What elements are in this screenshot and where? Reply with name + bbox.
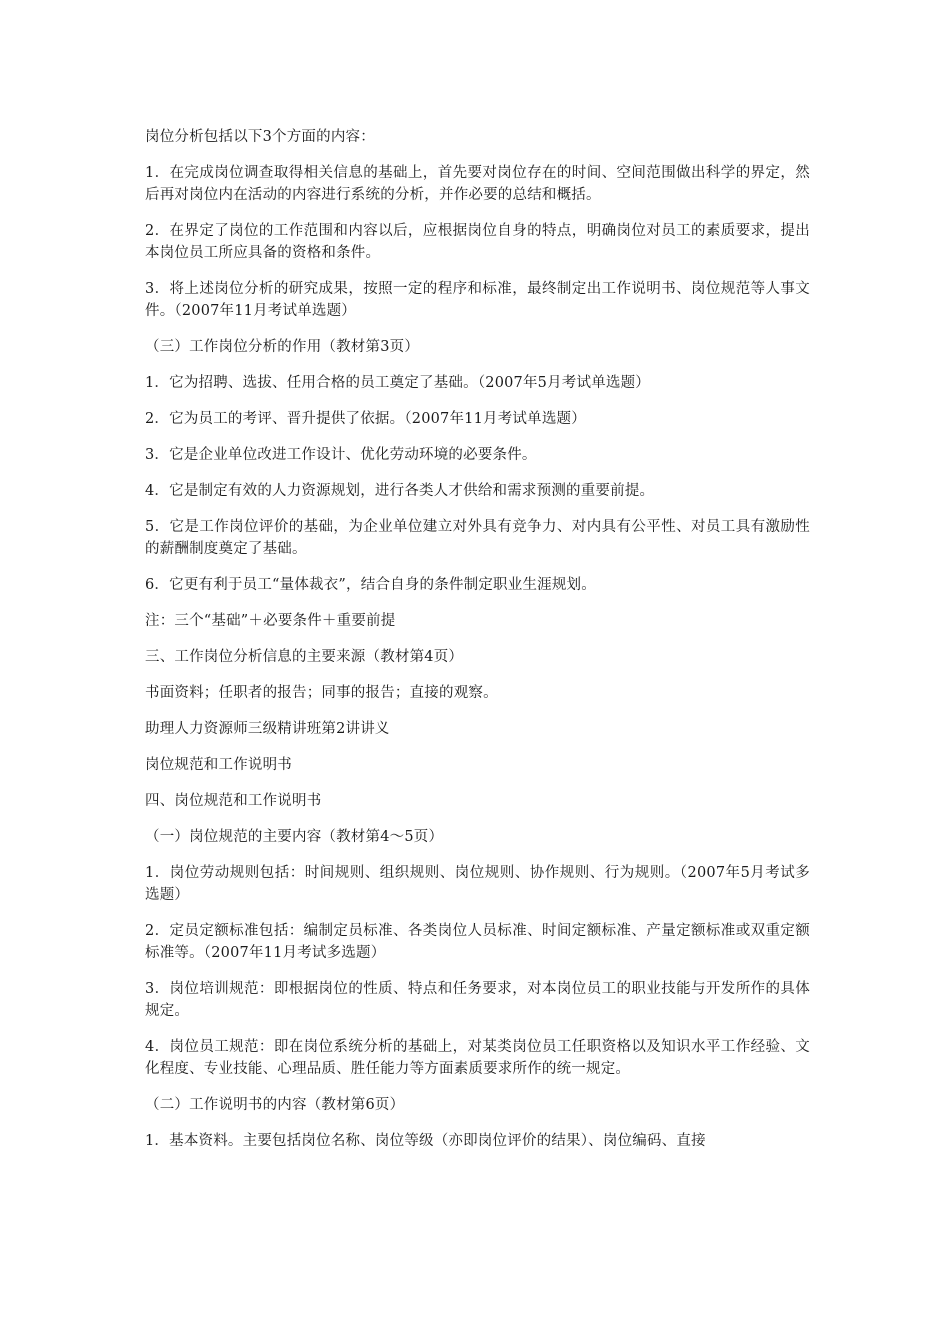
section-heading-sources: 三、工作岗位分析信息的主要来源（教材第4页） [145, 649, 464, 665]
paragraph-role-2: 2．它为员工的考评、晋升提供了依据。（2007年11月考试单选题） [145, 411, 586, 427]
document-page [145, 126, 810, 1166]
paragraph-role-1: 1．它为招聘、选拔、任用合格的员工奠定了基础。（2007年5月考试单选题） [145, 375, 650, 391]
paragraph-spec-3: 3．岗位培训规范：即根据岗位的性质、特点和任务要求，对本岗位员工的职业技能与开发所作的具体规定。 [145, 981, 810, 1019]
paragraph-spec-4: 4．岗位员工规范：即在岗位系统分析的基础上，对某类岗位员工任职资格以及知识水平工作经验、文化程度、专业技能、心理品质、胜任能力等方面素质要求所作的统一规定。 [145, 1039, 810, 1077]
paragraph-item-1: 1．在完成岗位调查取得相关信息的基础上，首先要对岗位存在的时间、空间范围做出科学的界定，然后再对岗位内在活动的内容进行系统的分析，并作必要的总结和概括。 [145, 165, 810, 203]
paragraph-sources: 书面资料；任职者的报告；同事的报告；直接的观察。 [145, 685, 498, 701]
lecture-subtitle: 岗位规范和工作说明书 [145, 757, 292, 773]
paragraph-spec-2: 2．定员定额标准包括：编制定员标准、各类岗位人员标准、时间定额标准、产量定额标准或双重定额标准等。（2007年11月考试多选题） [145, 923, 810, 961]
subsection-heading-spec-content: （一）岗位规范的主要内容（教材第4～5页） [145, 829, 444, 845]
section-heading-spec: 四、岗位规范和工作说明书 [145, 793, 322, 809]
paragraph-intro: 岗位分析包括以下3个方面的内容： [145, 129, 375, 145]
section-heading-role: （三）工作岗位分析的作用（教材第3页） [145, 339, 420, 355]
paragraph-item-2: 2．在界定了岗位的工作范围和内容以后，应根据岗位自身的特点，明确岗位对员工的素质要求，提出本岗位员工所应具备的资格和条件。 [145, 223, 810, 261]
paragraph-role-6: 6．它更有利于员工“量体裁衣”，结合自身的条件制定职业生涯规划。 [145, 577, 596, 593]
paragraph-description-1: 1．基本资料。主要包括岗位名称、岗位等级（亦即岗位评价的结果）、岗位编码、直接 [145, 1133, 706, 1149]
subsection-heading-description: （二）工作说明书的内容（教材第6页） [145, 1097, 405, 1113]
paragraph-item-3: 3．将上述岗位分析的研究成果，按照一定的程序和标准，最终制定出工作说明书、岗位规范等人事文件。（2007年11月考试单选题） [145, 281, 810, 319]
paragraph-note: 注：三个“基础”＋必要条件＋重要前提 [145, 613, 396, 629]
lecture-title: 助理人力资源师三级精讲班第2讲讲义 [145, 721, 390, 737]
paragraph-role-5: 5．它是工作岗位评价的基础，为企业单位建立对外具有竞争力、对内具有公平性、对员工具有激励性的薪酬制度奠定了基础。 [145, 519, 810, 557]
paragraph-role-3: 3．它是企业单位改进工作设计、优化劳动环境的必要条件。 [145, 447, 537, 463]
paragraph-role-4: 4．它是制定有效的人力资源规划，进行各类人才供给和需求预测的重要前提。 [145, 483, 655, 499]
paragraph-spec-1: 1．岗位劳动规则包括：时间规则、组织规则、岗位规则、协作规则、行为规则。（2007年5月考试多选题） [145, 865, 810, 903]
